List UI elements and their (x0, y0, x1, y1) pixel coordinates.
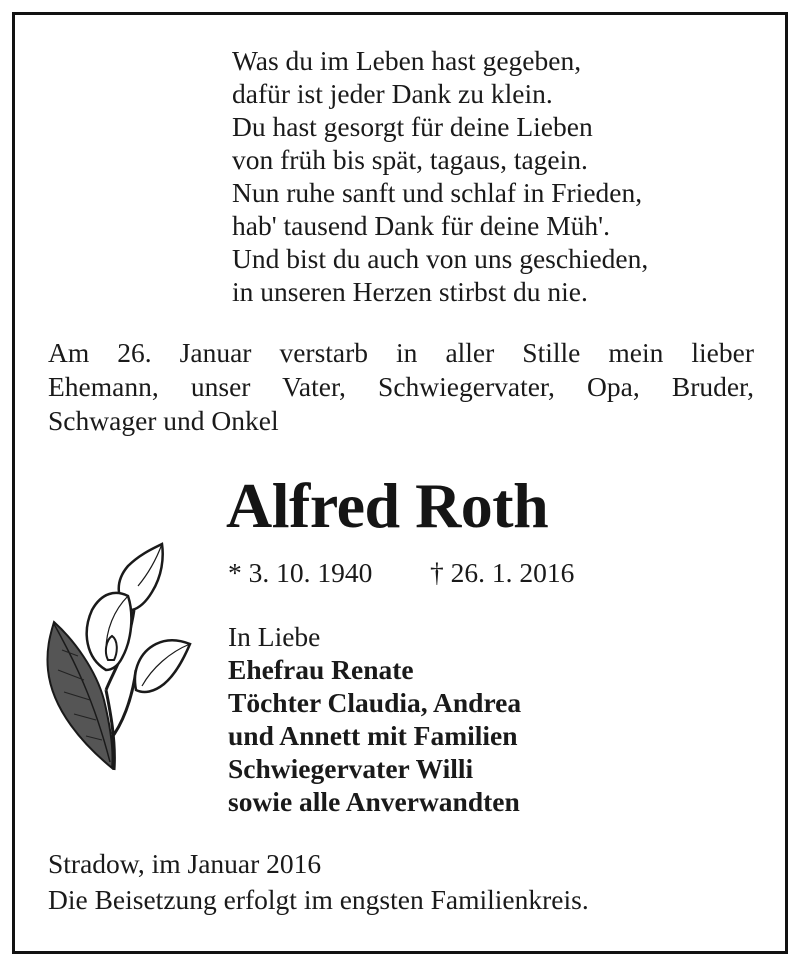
mourner-line: Ehefrau Renate (228, 654, 414, 685)
funeral-note: Die Beisetzung erfolgt im engsten Familienkreis. (48, 884, 589, 915)
mourners-intro: In Liebe (228, 621, 321, 652)
mourners (228, 620, 521, 818)
death-announcement (48, 336, 754, 438)
mourner-line: Schwiegervater Willi (228, 753, 474, 784)
mourner-line: sowie alle Anverwandten (228, 786, 520, 817)
place-date: Stradow, im Januar 2016 (48, 848, 322, 879)
announcement-line: Ehemann, unser Vater, Schwiegervater, Opa, Bruder, (48, 371, 754, 402)
poem-line: in unseren Herzen stirbst du nie. (232, 276, 588, 307)
mourner-line: und Annett mit Familien (228, 720, 518, 751)
birth-date: * 3. 10. 1940 (228, 557, 373, 588)
lily-bud (106, 636, 117, 660)
poem (232, 44, 648, 308)
poem-line: dafür ist jeder Dank zu klein. (232, 78, 553, 109)
death-date: † 26. 1. 2016 (430, 557, 575, 588)
calla-lily-icon (44, 540, 196, 780)
mourner-line: Töchter Claudia, Andrea (228, 687, 522, 718)
poem-line: Du hast gesorgt für deine Lieben (232, 111, 593, 142)
footer (48, 846, 589, 918)
poem-line: Was du im Leben hast gegeben, (232, 45, 582, 76)
announcement-line: Schwager und Onkel (48, 405, 279, 436)
poem-line: Und bist du auch von uns geschieden, (232, 243, 649, 274)
announcement-line: Am 26. Januar verstarb in aller Stille mein lieber (48, 337, 754, 368)
poem-line: von früh bis spät, tagaus, tagein. (232, 144, 588, 175)
deceased-name: Alfred Roth (226, 470, 549, 541)
poem-line: hab' tausend Dank für deine Müh'. (232, 210, 611, 241)
poem-line: Nun ruhe sanft und schlaf in Frieden, (232, 177, 643, 208)
